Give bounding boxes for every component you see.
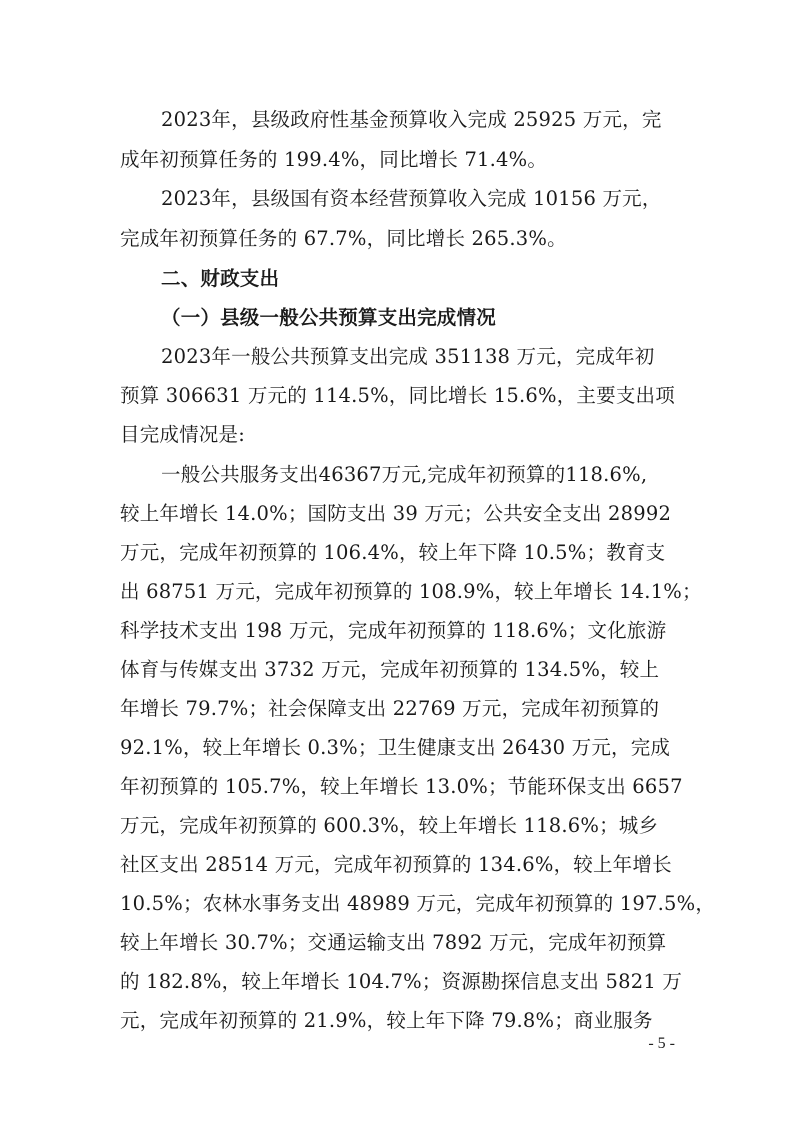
- paragraph-line: 成年初预算任务的 199.4%，同比增长 71.4%。: [120, 148, 548, 171]
- paragraph-line: 年增长 79.7%；社会保障支出 22769 万元，完成年初预算的: [120, 697, 660, 720]
- paragraph-line: 目完成情况是:: [120, 423, 245, 446]
- paragraph-line: 科学技术支出 198 万元，完成年初预算的 118.6%；文化旅游: [120, 619, 667, 642]
- paragraph-line: 万元，完成年初预算的 106.4%，较上年下降 10.5%；教育支: [120, 541, 666, 564]
- paragraph-line: 万元，完成年初预算的 600.3%，较上年增长 118.6%；城乡: [120, 814, 659, 837]
- paragraph-line: 年初预算的 105.7%，较上年增长 13.0%；节能环保支出 6657: [120, 775, 683, 798]
- paragraph-line: 出 68751 万元，完成年初预算的 108.9%，较上年增长 14.1%；: [120, 580, 702, 603]
- paragraph-line: 一般公共服务支出46367万元,完成年初预算的118.6%,: [161, 463, 648, 486]
- paragraph-line: 较上年增长 14.0%；国防支出 39 万元；公共安全支出 28992: [120, 502, 672, 525]
- paragraph-line: 2023年，县级国有资本经营预算收入完成 10156 万元，: [161, 187, 662, 210]
- paragraph-line: 2023年，县级政府性基金预算收入完成 25925 万元，完: [161, 108, 662, 131]
- paragraph-line: 2023年一般公共预算支出完成 351138 万元，完成年初: [161, 345, 655, 368]
- section-heading: 二、财政支出: [161, 267, 280, 290]
- page-number: - 5 -: [648, 1035, 675, 1052]
- paragraph-line: 元，完成年初预算的 21.9%，较上年下降 79.8%；商业服务: [120, 1009, 653, 1032]
- paragraph-line: 较上年增长 30.7%；交通运输支出 7892 万元，完成年初预算: [120, 931, 667, 954]
- subsection-heading: （一）县级一般公共预算支出完成情况: [161, 306, 496, 329]
- paragraph-line: 92.1%，较上年增长 0.3%；卫生健康支出 26430 万元，完成: [120, 736, 671, 759]
- paragraph-line: 10.5%；农林水事务支出 48989 万元，完成年初预算的 197.5%，: [120, 892, 716, 915]
- paragraph-line: 体育与传媒支出 3732 万元，完成年初预算的 134.5%，较上: [120, 658, 660, 681]
- paragraph-line: 预算 306631 万元的 114.5%，同比增长 15.6%，主要支出项: [120, 384, 675, 407]
- paragraph-line: 的 182.8%，较上年增长 104.7%；资源勘探信息支出 5821 万: [120, 970, 683, 993]
- paragraph-line: 完成年初预算任务的 67.7%，同比增长 265.3%。: [120, 227, 567, 250]
- paragraph-line: 社区支出 28514 万元，完成年初预算的 134.6%，较上年增长: [120, 853, 672, 876]
